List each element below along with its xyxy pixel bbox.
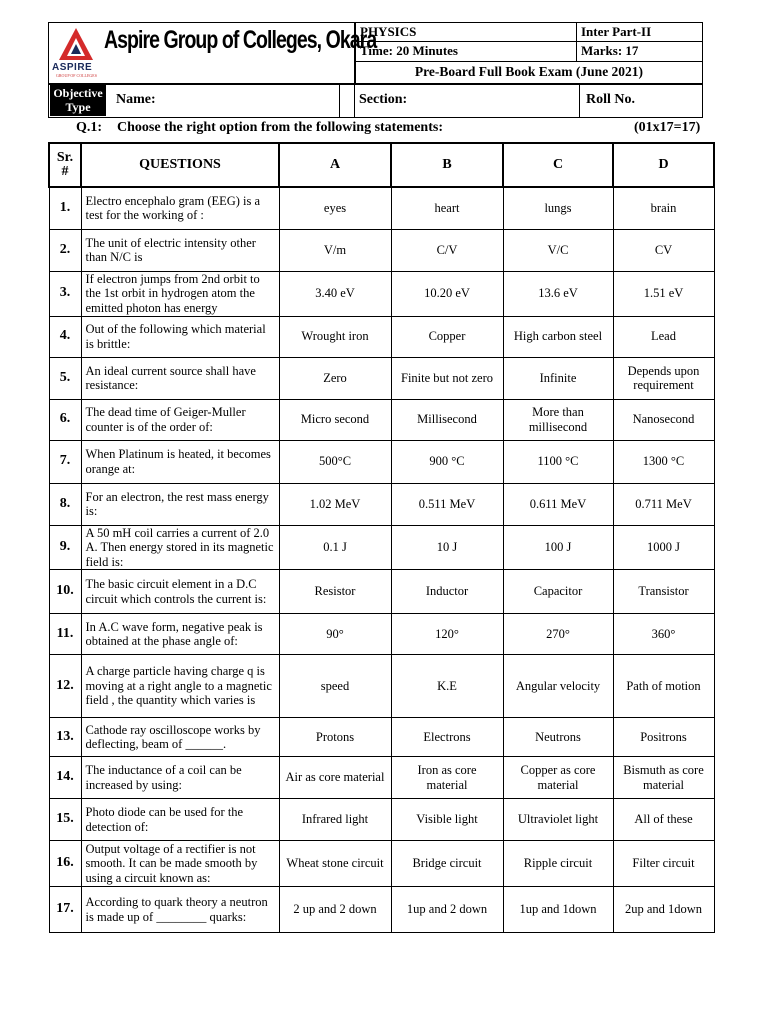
option-a: 1.02 MeV xyxy=(279,483,391,525)
question-text: The unit of electric intensity other than N/C is xyxy=(81,229,279,271)
option-b: C/V xyxy=(391,229,503,271)
option-b: 10.20 eV xyxy=(391,271,503,316)
table-row xyxy=(49,841,714,887)
row-number: 7. xyxy=(49,440,81,483)
option-c: Capacitor xyxy=(503,570,613,614)
table-row xyxy=(49,440,714,483)
question-text: If electron jumps from 2nd orbit to the 1st orbit in hydrogen atom the emitted photon has energy xyxy=(81,271,279,316)
option-c: Neutrons xyxy=(503,718,613,757)
question-text: Cathode ray oscilloscope works by deflecting, beam of ______. xyxy=(81,718,279,757)
table-row xyxy=(49,799,714,841)
row-number: 8. xyxy=(49,483,81,525)
table-row xyxy=(49,655,714,718)
question-text: An ideal current source shall have resistance: xyxy=(81,357,279,399)
question-text: When Platinum is heated, it becomes orange at: xyxy=(81,440,279,483)
question-text: Output voltage of a rectifier is not smooth. It can be made smooth by using a circuit known as: xyxy=(81,841,279,887)
option-c: 0.611 MeV xyxy=(503,483,613,525)
option-d: 1.51 eV xyxy=(613,271,714,316)
option-d: Nanosecond xyxy=(613,399,714,440)
logo-subtext: GROUP OF COLLEGES xyxy=(56,73,97,78)
row-number: 6. xyxy=(49,399,81,440)
row-number: 14. xyxy=(49,757,81,799)
instruction-marks: (01x17=17) xyxy=(634,120,701,135)
option-a: 500°C xyxy=(279,440,391,483)
question-text: For an electron, the rest mass energy is: xyxy=(81,483,279,525)
option-a: Infrared light xyxy=(279,799,391,841)
option-c: Ultraviolet light xyxy=(503,799,613,841)
marks-label: Marks: 17 xyxy=(577,42,703,61)
table-row xyxy=(49,271,714,316)
option-c: Infinite xyxy=(503,357,613,399)
table-row xyxy=(49,187,714,229)
option-a: Micro second xyxy=(279,399,391,440)
header-option-a: A xyxy=(279,143,391,187)
aspire-logo-icon xyxy=(55,26,97,62)
option-b: Electrons xyxy=(391,718,503,757)
header-option-d: D xyxy=(613,143,714,187)
option-b: Iron as core material xyxy=(391,757,503,799)
option-d: Lead xyxy=(613,316,714,357)
name-field-label: Name: xyxy=(116,92,156,107)
option-a: Wrought iron xyxy=(279,316,391,357)
question-text: Electro encephalo gram (EEG) is a test for the working of : xyxy=(81,187,279,229)
table-row xyxy=(49,357,714,399)
table-row xyxy=(49,483,714,525)
header-sr: Sr. # xyxy=(49,143,81,187)
instruction-text: Choose the right option from the following statements: xyxy=(117,120,443,135)
option-d: 2up and 1down xyxy=(613,887,714,933)
subject-label: PHYSICS xyxy=(356,23,577,42)
option-a: 3.40 eV xyxy=(279,271,391,316)
option-c: High carbon steel xyxy=(503,316,613,357)
table-row xyxy=(49,614,714,655)
table-row xyxy=(49,229,714,271)
option-b: 10 J xyxy=(391,525,503,570)
option-a: Protons xyxy=(279,718,391,757)
table-row xyxy=(49,757,714,799)
exam-title: Pre-Board Full Book Exam (June 2021) xyxy=(356,61,703,83)
row-number: 1. xyxy=(49,187,81,229)
option-a: 90° xyxy=(279,614,391,655)
option-d: Path of motion xyxy=(613,655,714,718)
option-a: speed xyxy=(279,655,391,718)
option-c: Copper as core material xyxy=(503,757,613,799)
option-a: 0.1 J xyxy=(279,525,391,570)
option-c: lungs xyxy=(503,187,613,229)
option-b: Millisecond xyxy=(391,399,503,440)
option-c: Ripple circuit xyxy=(503,841,613,887)
row-number: 9. xyxy=(49,525,81,570)
table-row xyxy=(49,570,714,614)
question-text: In A.C wave form, negative peak is obtained at the phase angle of: xyxy=(81,614,279,655)
question-text: According to quark theory a neutron is made up of ________ quarks: xyxy=(81,887,279,933)
option-b: Visible light xyxy=(391,799,503,841)
option-c: More than millisecond xyxy=(503,399,613,440)
option-c: V/C xyxy=(503,229,613,271)
college-name: Aspire Group of Colleges, Okara xyxy=(104,26,377,54)
question-text: The dead time of Geiger-Muller counter is of the order of: xyxy=(81,399,279,440)
option-b: 120° xyxy=(391,614,503,655)
question-text: The inductance of a coil can be increased by using: xyxy=(81,757,279,799)
option-b: Bridge circuit xyxy=(391,841,503,887)
header-option-c: C xyxy=(503,143,613,187)
option-c: 13.6 eV xyxy=(503,271,613,316)
option-a: Zero xyxy=(279,357,391,399)
option-d: All of these xyxy=(613,799,714,841)
row-number: 11. xyxy=(49,614,81,655)
option-b: K.E xyxy=(391,655,503,718)
header-option-b: B xyxy=(391,143,503,187)
row-number: 17. xyxy=(49,887,81,933)
question-text: Out of the following which material is brittle: xyxy=(81,316,279,357)
option-d: 0.711 MeV xyxy=(613,483,714,525)
row-number: 16. xyxy=(49,841,81,887)
question-text: A charge particle having charge q is moving at a right angle to a magnetic field , the quantity which varies is xyxy=(81,655,279,718)
logo-text: ASPIRE xyxy=(52,62,93,73)
option-d: 1000 J xyxy=(613,525,714,570)
table-row xyxy=(49,718,714,757)
question-text: A 50 mH coil carries a current of 2.0 A. Then energy stored in its magnetic field is: xyxy=(81,525,279,570)
option-d: Filter circuit xyxy=(613,841,714,887)
option-d: 1300 °C xyxy=(613,440,714,483)
option-a: 2 up and 2 down xyxy=(279,887,391,933)
row-number: 4. xyxy=(49,316,81,357)
table-row xyxy=(49,399,714,440)
option-d: Positrons xyxy=(613,718,714,757)
option-c: 1100 °C xyxy=(503,440,613,483)
option-a: eyes xyxy=(279,187,391,229)
roll-no-field-label: Roll No. xyxy=(586,92,635,107)
option-b: 0.511 MeV xyxy=(391,483,503,525)
option-d: Transistor xyxy=(613,570,714,614)
option-b: 900 °C xyxy=(391,440,503,483)
header-questions: QUESTIONS xyxy=(81,143,279,187)
row-number: 15. xyxy=(49,799,81,841)
header-info-table xyxy=(355,22,703,84)
option-d: brain xyxy=(613,187,714,229)
option-b: Finite but not zero xyxy=(391,357,503,399)
row-number: 10. xyxy=(49,570,81,614)
row-number: 5. xyxy=(49,357,81,399)
row-number: 13. xyxy=(49,718,81,757)
mcq-table xyxy=(48,142,715,933)
option-d: 360° xyxy=(613,614,714,655)
option-d: CV xyxy=(613,229,714,271)
row-number: 12. xyxy=(49,655,81,718)
question-text: The basic circuit element in a D.C circuit which controls the current is: xyxy=(81,570,279,614)
table-row xyxy=(49,525,714,570)
option-b: 1up and 2 down xyxy=(391,887,503,933)
table-row xyxy=(49,316,714,357)
row-number: 2. xyxy=(49,229,81,271)
option-a: Wheat stone circuit xyxy=(279,841,391,887)
option-a: Resistor xyxy=(279,570,391,614)
question-number: Q.1: xyxy=(76,120,103,135)
option-d: Bismuth as core material xyxy=(613,757,714,799)
objective-type-badge: Objective Type xyxy=(50,85,106,116)
option-b: Inductor xyxy=(391,570,503,614)
option-c: Angular velocity xyxy=(503,655,613,718)
question-text: Photo diode can be used for the detection of: xyxy=(81,799,279,841)
option-a: Air as core material xyxy=(279,757,391,799)
section-field-label: Section: xyxy=(359,92,408,107)
table-header-row xyxy=(49,143,714,187)
option-c: 1up and 1down xyxy=(503,887,613,933)
option-a: V/m xyxy=(279,229,391,271)
table-row xyxy=(49,887,714,933)
option-d: Depends upon requirement xyxy=(613,357,714,399)
class-label: Inter Part-II xyxy=(577,23,703,42)
option-c: 270° xyxy=(503,614,613,655)
option-b: heart xyxy=(391,187,503,229)
row-number: 3. xyxy=(49,271,81,316)
option-c: 100 J xyxy=(503,525,613,570)
option-b: Copper xyxy=(391,316,503,357)
time-label: Time: 20 Minutes xyxy=(356,42,577,61)
